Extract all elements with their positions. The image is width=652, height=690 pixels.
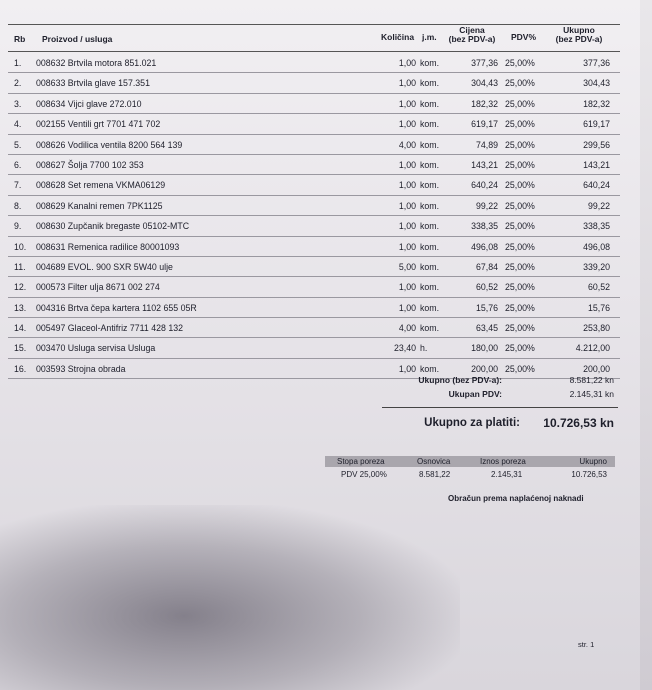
item-vat: 25,00% <box>505 139 535 150</box>
item-price: 99,22 <box>475 200 498 211</box>
tax-header-base: Osnovica <box>417 457 451 466</box>
item-price: 143,21 <box>471 159 498 170</box>
table-row <box>8 73 620 93</box>
header-product: Proizvod / usluga <box>42 34 113 44</box>
item-rb: 15. <box>14 343 27 354</box>
items-table-header <box>8 24 620 52</box>
item-vat: 25,00% <box>505 282 535 293</box>
header-total-line2: (bez PDV-a) <box>555 34 603 44</box>
item-total: 338,35 <box>583 221 610 232</box>
item-name: 008629 Kanalni remen 7PK1125 <box>36 200 163 211</box>
table-row <box>8 298 620 318</box>
item-name: 003470 Usluga servisa Usluga <box>36 343 156 354</box>
item-rb: 12. <box>14 282 27 293</box>
item-price: 180,00 <box>471 343 498 354</box>
item-total: 339,20 <box>583 261 610 272</box>
item-vat: 25,00% <box>505 323 535 334</box>
table-row <box>8 53 620 73</box>
item-vat: 25,00% <box>505 180 535 191</box>
item-price: 67,84 <box>475 261 498 272</box>
tax-header-total: Ukupno <box>579 457 607 466</box>
item-name: 003593 Strojna obrada <box>36 363 126 374</box>
table-row <box>8 318 620 338</box>
item-rb: 13. <box>14 302 27 313</box>
item-total: 377,36 <box>583 58 610 68</box>
item-vat: 25,00% <box>505 159 535 170</box>
header-total <box>548 26 610 44</box>
item-name: 004316 Brtva čepa kartera 1102 655 05R <box>36 302 197 313</box>
item-unit: kom. <box>420 221 440 232</box>
item-total: 143,21 <box>583 159 610 170</box>
items-table-body <box>8 53 620 379</box>
item-rb: 4. <box>14 119 22 130</box>
item-rb: 10. <box>14 241 27 252</box>
item-vat: 25,00% <box>505 302 535 313</box>
item-unit: kom. <box>420 139 440 150</box>
item-total: 182,32 <box>583 98 610 109</box>
item-quantity: 1,00 <box>398 200 416 211</box>
item-name: 004689 EVOL. 900 SXR 5W40 ulje <box>36 261 173 272</box>
table-row <box>8 359 620 379</box>
item-price: 338,35 <box>471 221 498 232</box>
item-quantity: 1,00 <box>398 58 416 68</box>
table-row <box>8 114 620 134</box>
item-unit: kom. <box>420 200 440 211</box>
item-total: 4.212,00 <box>575 343 610 354</box>
item-name: 008634 Vijci glave 272.010 <box>36 98 142 109</box>
header-price-line1: Cijena <box>459 25 485 35</box>
table-row <box>8 175 620 195</box>
item-vat: 25,00% <box>505 241 535 252</box>
item-quantity: 1,00 <box>398 363 416 374</box>
header-total-line1: Ukupno <box>563 25 595 35</box>
tax-total: 10.726,53 <box>571 470 607 479</box>
page-number: str. 1 <box>578 640 595 649</box>
vat-total-value: 2.145,31 kn <box>569 389 614 399</box>
item-total: 253,80 <box>583 323 610 334</box>
item-vat: 25,00% <box>505 119 535 130</box>
item-vat: 25,00% <box>505 58 535 68</box>
item-unit: h. <box>420 343 428 354</box>
item-vat: 25,00% <box>505 363 535 374</box>
table-row <box>8 196 620 216</box>
table-row <box>8 216 620 236</box>
header-unit: j.m. <box>422 32 437 42</box>
item-unit: kom. <box>420 119 440 130</box>
item-name: 005497 Glaceol-Antifriz 7711 428 132 <box>36 323 184 334</box>
item-quantity: 23,40 <box>393 343 416 354</box>
item-total: 299,56 <box>583 139 610 150</box>
grand-total-value: 10.726,53 kn <box>543 416 614 430</box>
item-unit: kom. <box>420 323 440 334</box>
item-quantity: 1,00 <box>398 241 416 252</box>
item-rb: 8. <box>14 200 22 211</box>
header-vat-pct: PDV% <box>511 32 537 42</box>
item-name: 008626 Vodilica ventila 8200 564 139 <box>36 139 183 150</box>
item-total: 619,17 <box>583 119 610 130</box>
item-price: 63,45 <box>475 323 498 334</box>
tax-header-amount: Iznos poreza <box>480 457 526 466</box>
item-name: 008628 Set remena VKMA06129 <box>36 180 166 191</box>
item-vat: 25,00% <box>505 221 535 232</box>
summary-divider <box>382 407 618 408</box>
item-vat: 25,00% <box>505 343 535 354</box>
header-quantity: Količina <box>381 32 415 42</box>
header-price-line2: (bez PDV-a) <box>448 34 496 44</box>
item-name: 008633 Brtvila glave 157.351 <box>36 78 150 89</box>
tax-table-header <box>325 456 615 467</box>
item-rb: 3. <box>14 98 22 109</box>
item-price: 60,52 <box>475 282 498 293</box>
item-quantity: 1,00 <box>398 221 416 232</box>
item-quantity: 1,00 <box>398 119 416 130</box>
header-rb: Rb <box>14 34 26 44</box>
item-total: 60,52 <box>587 282 610 293</box>
item-unit: kom. <box>420 98 440 109</box>
item-quantity: 1,00 <box>398 159 416 170</box>
item-total: 99,22 <box>587 200 610 211</box>
item-vat: 25,00% <box>505 78 535 89</box>
header-price <box>446 26 498 44</box>
item-rb: 6. <box>14 159 22 170</box>
item-rb: 2. <box>14 78 22 89</box>
tax-table-row <box>325 469 615 480</box>
table-row <box>8 135 620 155</box>
item-unit: kom. <box>420 363 440 374</box>
item-vat: 25,00% <box>505 200 535 211</box>
net-total-value: 8.581,22 kn <box>569 375 614 385</box>
item-price: 496,08 <box>471 241 498 252</box>
net-total-label: Ukupno (bez PDV-a): <box>418 375 502 385</box>
item-rb: 5. <box>14 139 22 150</box>
item-unit: kom. <box>420 78 440 89</box>
item-name: 008627 Šolja 7700 102 353 <box>36 159 144 170</box>
item-rb: 16. <box>14 363 27 374</box>
item-unit: kom. <box>420 241 440 252</box>
item-price: 15,76 <box>475 302 498 313</box>
item-total: 640,24 <box>583 180 610 191</box>
item-total: 496,08 <box>583 241 610 252</box>
table-row <box>8 277 620 297</box>
item-name: 000573 Filter ulja 8671 002 274 <box>36 282 160 293</box>
item-quantity: 5,00 <box>398 261 416 272</box>
item-unit: kom. <box>420 282 440 293</box>
item-vat: 25,00% <box>505 261 535 272</box>
item-name: 008631 Remenica radilice 80001093 <box>36 241 180 252</box>
tax-rate: PDV 25,00% <box>341 470 387 479</box>
item-quantity: 4,00 <box>398 323 416 334</box>
item-rb: 7. <box>14 180 22 191</box>
item-name: 002155 Ventili grt 7701 471 702 <box>36 119 161 130</box>
item-quantity: 1,00 <box>398 302 416 313</box>
item-total: 304,43 <box>583 78 610 89</box>
table-row <box>8 257 620 277</box>
table-row <box>8 237 620 257</box>
item-unit: kom. <box>420 58 440 68</box>
item-total: 200,00 <box>583 363 610 374</box>
item-rb: 14. <box>14 323 27 334</box>
tax-amount: 2.145,31 <box>491 470 523 479</box>
item-quantity: 1,00 <box>398 78 416 89</box>
vat-total-label: Ukupan PDV: <box>448 389 502 399</box>
item-name: 008630 Zupčanik bregaste 05102-MTC <box>36 221 190 232</box>
item-name: 008632 Brtvila motora 851.021 <box>36 58 157 68</box>
item-vat: 25,00% <box>505 98 535 109</box>
item-price: 619,17 <box>471 119 498 130</box>
table-row <box>8 155 620 175</box>
item-unit: kom. <box>420 261 440 272</box>
item-unit: kom. <box>420 302 440 313</box>
item-price: 640,24 <box>471 180 498 191</box>
tax-header-rate: Stopa poreza <box>337 457 385 466</box>
table-row <box>8 94 620 114</box>
item-price: 74,89 <box>475 139 498 150</box>
item-price: 182,32 <box>471 98 498 109</box>
item-total: 15,76 <box>587 302 610 313</box>
item-rb: 9. <box>14 221 22 232</box>
item-rb: 11. <box>14 261 26 272</box>
grand-total-label: Ukupno za platiti: <box>424 417 520 429</box>
item-quantity: 4,00 <box>398 139 416 150</box>
item-unit: kom. <box>420 159 440 170</box>
item-quantity: 1,00 <box>398 180 416 191</box>
item-rb: 1. <box>14 58 22 68</box>
item-quantity: 1,00 <box>398 282 416 293</box>
item-price: 377,36 <box>471 58 498 68</box>
table-row <box>8 338 620 358</box>
item-quantity: 1,00 <box>398 98 416 109</box>
item-price: 304,43 <box>471 78 498 89</box>
payment-note: Obračun prema naplaćenoj naknadi <box>448 494 584 503</box>
tax-base: 8.581,22 <box>419 470 451 479</box>
item-price: 200,00 <box>471 363 498 374</box>
item-unit: kom. <box>420 180 440 191</box>
